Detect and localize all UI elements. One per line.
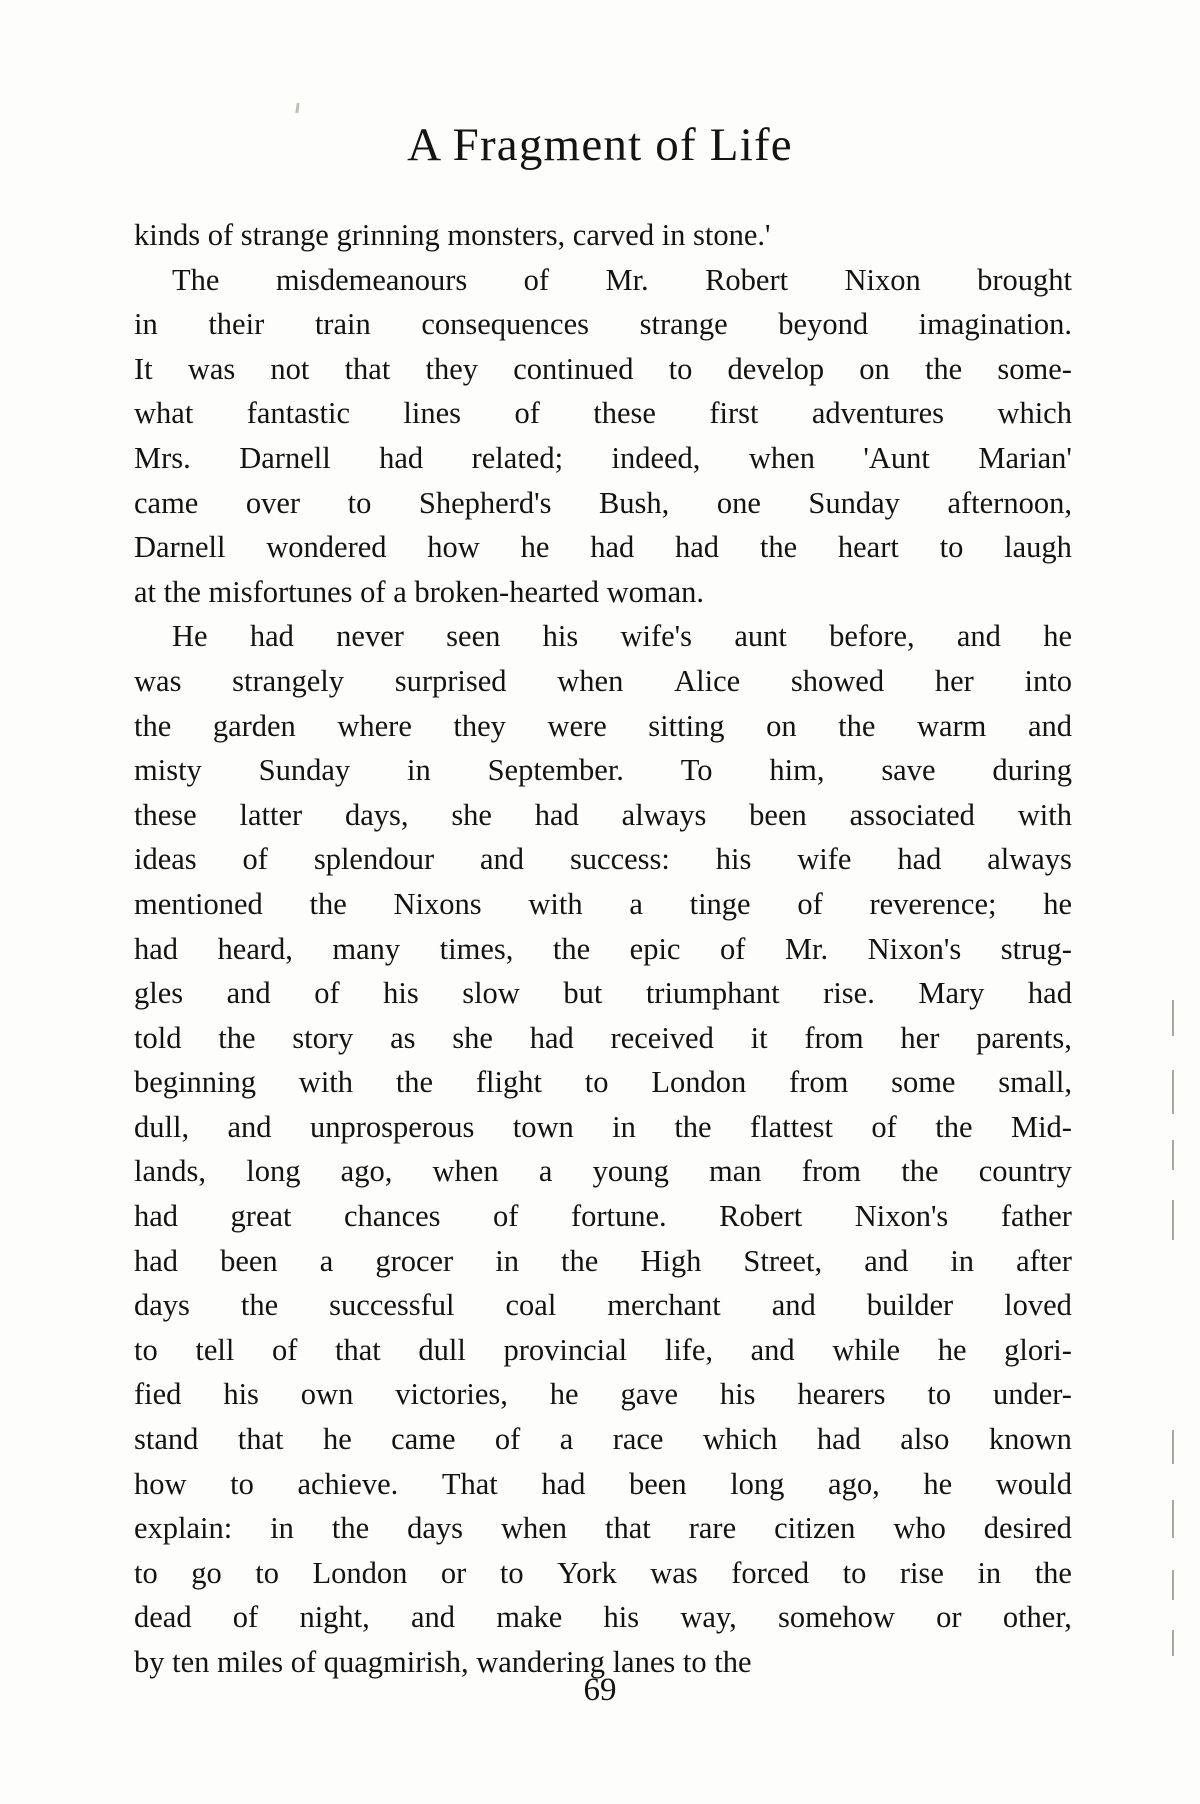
scan-edge-mark [1172, 1200, 1174, 1240]
text-line: The misdemeanours of Mr. Robert Nixon brought [172, 262, 1072, 297]
body-text [134, 213, 1072, 1685]
text-line: beginning with the flight to London from some small, [134, 1065, 1072, 1100]
text-line: Mrs. Darnell had related; indeed, when 'Aunt Marian' [134, 440, 1072, 475]
text-line: had heard, many times, the epic of Mr. Nixon's strug- [134, 931, 1072, 966]
text-line: days the successful coal merchant and builder loved [134, 1288, 1072, 1323]
paragraph [134, 258, 1072, 615]
text-line: He had never seen his wife's aunt before, and he [172, 619, 1072, 654]
text-line: the garden where they were sitting on the warm and [134, 708, 1072, 743]
text-line: kinds of strange grinning monsters, carved in stone.' [134, 218, 771, 252]
page-number: 69 [583, 1672, 617, 1708]
paragraph [134, 614, 1072, 1684]
text-line: ideas of splendour and success: his wife had always [134, 842, 1072, 877]
scan-edge-mark [1172, 1500, 1174, 1538]
text-line: by ten miles of quagmirish, wandering lanes to the [134, 1645, 752, 1679]
text-line: lands, long ago, when a young man from the country [134, 1154, 1072, 1189]
text-line: to go to London or to York was forced to rise in the [134, 1555, 1072, 1590]
scan-edge-mark [1172, 1000, 1174, 1036]
text-line: fied his own victories, he gave his hearers to under- [134, 1377, 1072, 1412]
text-line: had been a grocer in the High Street, and in after [134, 1243, 1072, 1278]
text-line: these latter days, she had always been associated with [134, 797, 1072, 832]
scan-edge-mark [1172, 1070, 1174, 1114]
text-line: in their train consequences strange beyond imagination. [134, 307, 1072, 342]
text-line: was strangely surprised when Alice showed her into [134, 663, 1072, 698]
text-line: explain: in the days when that rare citizen who desired [134, 1511, 1072, 1546]
text-line: dull, and unprosperous town in the flattest of the Mid- [134, 1109, 1072, 1144]
scan-edge-mark [1172, 1630, 1174, 1656]
scan-edge-mark [1172, 1140, 1174, 1170]
page-title: A Fragment of Life [407, 119, 793, 171]
text-line: told the story as she had received it from her parents, [134, 1020, 1072, 1055]
text-line: dead of night, and make his way, somehow or other, [134, 1600, 1072, 1635]
text-line: mentioned the Nixons with a tinge of reverence; he [134, 886, 1072, 921]
text-line: gles and of his slow but triumphant rise. Mary had [134, 976, 1072, 1011]
text-line: came over to Shepherd's Bush, one Sunday afternoon, [134, 485, 1072, 520]
scan-edge-mark [1172, 1570, 1174, 1600]
text-line: how to achieve. That had been long ago, he would [134, 1466, 1072, 1501]
text-line: what fantastic lines of these first adventures which [134, 396, 1072, 431]
scan-artifact-speck [295, 103, 299, 113]
text-line: to tell of that dull provincial life, and while he glori- [134, 1332, 1072, 1367]
text-line: at the misfortunes of a broken-hearted woman. [134, 574, 704, 609]
text-line: It was not that they continued to develop on the some- [134, 351, 1072, 386]
text-line: Darnell wondered how he had had the heart to laugh [134, 530, 1072, 565]
paragraph [134, 213, 1072, 258]
text-line: misty Sunday in September. To him, save during [134, 753, 1072, 788]
text-line: had great chances of fortune. Robert Nixon's father [134, 1199, 1072, 1234]
text-line: stand that he came of a race which had also known [134, 1422, 1072, 1457]
scan-edge-mark [1172, 1430, 1174, 1464]
